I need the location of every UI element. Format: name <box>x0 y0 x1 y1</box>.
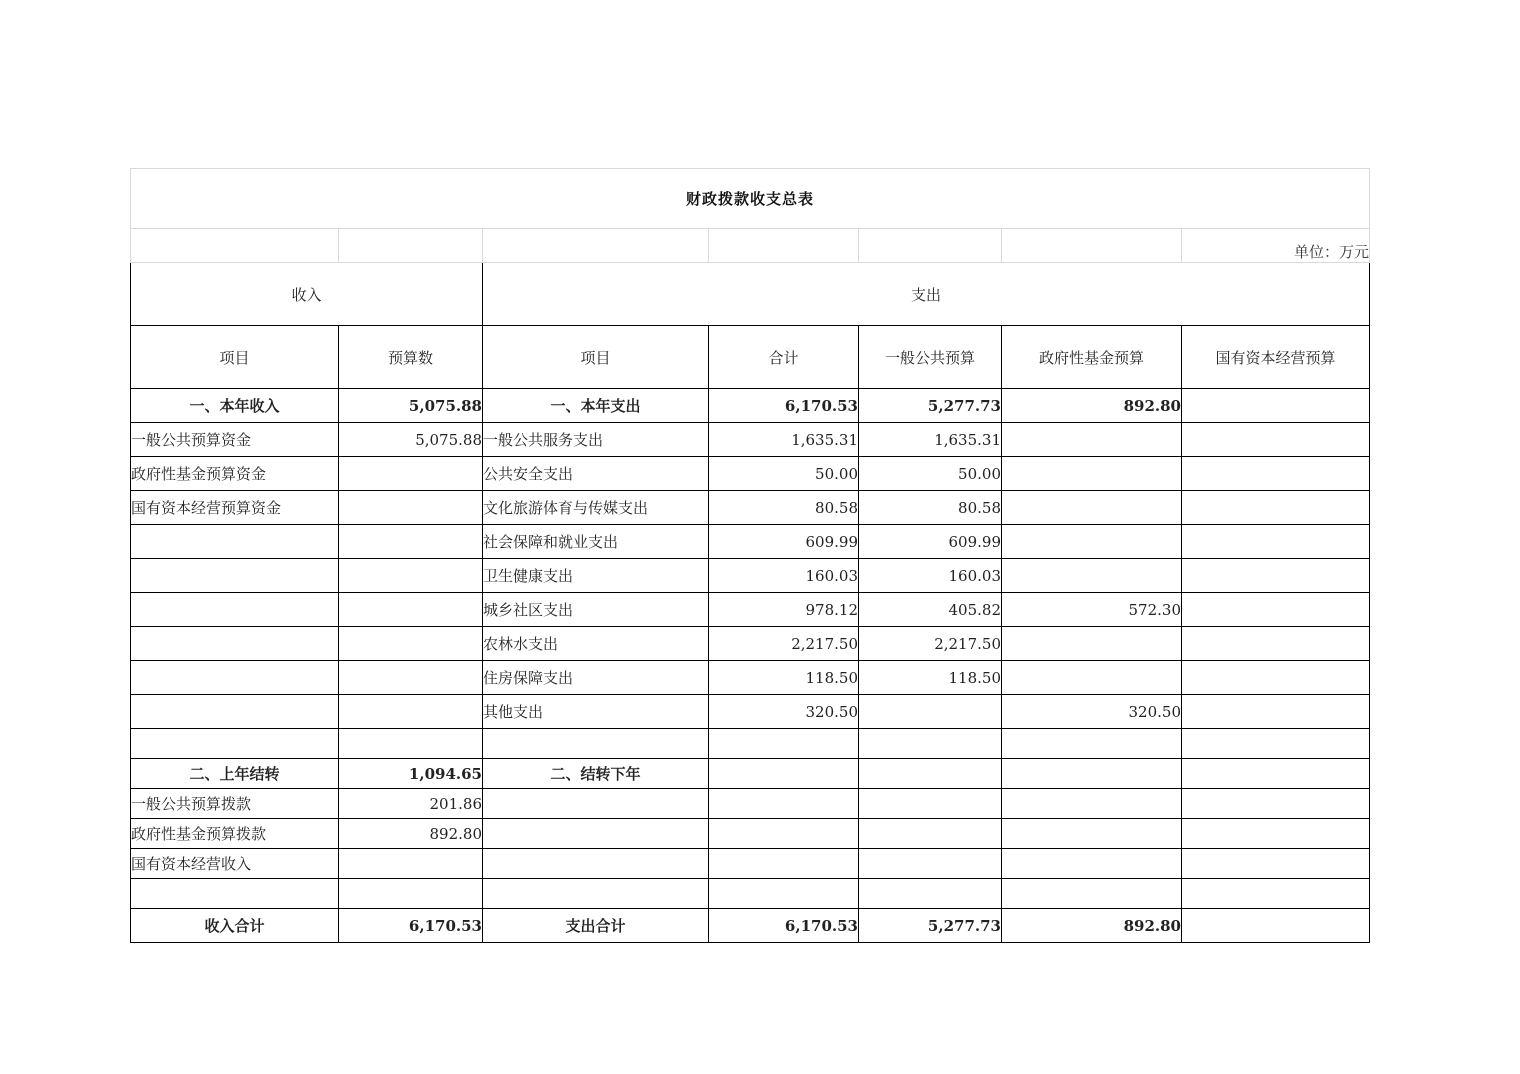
general-budget-cell: 609.99 <box>859 525 1002 559</box>
table-row <box>131 909 1370 943</box>
general-budget-cell: 5,277.73 <box>859 909 1002 943</box>
general-budget-cell <box>859 819 1002 849</box>
exp-item-cell: 一般公共服务支出 <box>483 423 709 457</box>
exp-item-cell: 二、结转下年 <box>483 759 709 789</box>
total-cell: 320.50 <box>709 695 859 729</box>
general-budget-cell: 5,277.73 <box>859 389 1002 423</box>
exp-item-cell: 城乡社区支出 <box>483 593 709 627</box>
unit-label: 单位：万元 <box>1182 229 1370 263</box>
state-capital-budget-cell <box>1182 661 1370 695</box>
table-row <box>131 729 1370 759</box>
state-capital-budget-cell <box>1182 457 1370 491</box>
income-item-cell <box>131 661 339 695</box>
income-budget-cell <box>339 849 483 879</box>
state-capital-budget-cell <box>1182 729 1370 759</box>
total-cell <box>709 819 859 849</box>
table-row <box>131 789 1370 819</box>
fund-budget-cell: 892.80 <box>1002 389 1182 423</box>
table-row <box>131 819 1370 849</box>
table-body <box>131 389 1370 943</box>
income-budget-cell: 5,075.88 <box>339 423 483 457</box>
income-item-cell: 国有资本经营预算资金 <box>131 491 339 525</box>
total-cell: 609.99 <box>709 525 859 559</box>
state-capital-budget-cell <box>1182 909 1370 943</box>
exp-item-cell: 农林水支出 <box>483 627 709 661</box>
fund-budget-cell <box>1002 525 1182 559</box>
table-row <box>131 627 1370 661</box>
state-capital-budget-cell <box>1182 879 1370 909</box>
general-budget-cell: 160.03 <box>859 559 1002 593</box>
col-header-total: 合计 <box>709 326 859 389</box>
state-capital-budget-cell <box>1182 593 1370 627</box>
income-item-cell: 二、上年结转 <box>131 759 339 789</box>
fund-budget-cell <box>1002 559 1182 593</box>
fund-budget-cell <box>1002 759 1182 789</box>
income-item-cell <box>131 559 339 593</box>
fund-budget-cell: 320.50 <box>1002 695 1182 729</box>
col-header-general-budget: 一般公共预算 <box>859 326 1002 389</box>
total-cell: 118.50 <box>709 661 859 695</box>
total-cell: 2,217.50 <box>709 627 859 661</box>
fund-budget-cell <box>1002 627 1182 661</box>
total-cell: 160.03 <box>709 559 859 593</box>
general-budget-cell <box>859 695 1002 729</box>
income-budget-cell <box>339 491 483 525</box>
general-budget-cell: 405.82 <box>859 593 1002 627</box>
total-cell <box>709 879 859 909</box>
col-header-income-budget: 预算数 <box>339 326 483 389</box>
total-cell: 6,170.53 <box>709 909 859 943</box>
general-budget-cell <box>859 729 1002 759</box>
table-row <box>131 661 1370 695</box>
total-cell <box>709 759 859 789</box>
general-budget-cell: 80.58 <box>859 491 1002 525</box>
general-budget-cell <box>859 849 1002 879</box>
general-budget-cell: 118.50 <box>859 661 1002 695</box>
table-row <box>131 423 1370 457</box>
income-budget-cell <box>339 729 483 759</box>
income-item-cell: 一般公共预算拨款 <box>131 789 339 819</box>
table-row <box>131 695 1370 729</box>
budget-summary-table <box>130 168 1370 943</box>
state-capital-budget-cell <box>1182 389 1370 423</box>
general-budget-cell: 1,635.31 <box>859 423 1002 457</box>
table-row <box>131 593 1370 627</box>
table-row <box>131 879 1370 909</box>
income-item-cell <box>131 879 339 909</box>
exp-item-cell: 社会保障和就业支出 <box>483 525 709 559</box>
expenditure-group-header: 支出 <box>483 263 1370 326</box>
table-row <box>131 457 1370 491</box>
col-header-state-capital-budget: 国有资本经营预算 <box>1182 326 1370 389</box>
income-budget-cell <box>339 627 483 661</box>
table-row <box>131 525 1370 559</box>
income-budget-cell: 892.80 <box>339 819 483 849</box>
income-budget-cell <box>339 457 483 491</box>
state-capital-budget-cell <box>1182 759 1370 789</box>
fund-budget-cell <box>1002 661 1182 695</box>
income-budget-cell: 1,094.65 <box>339 759 483 789</box>
fund-budget-cell <box>1002 457 1182 491</box>
general-budget-cell <box>859 759 1002 789</box>
income-item-cell <box>131 695 339 729</box>
exp-item-cell: 其他支出 <box>483 695 709 729</box>
fund-budget-cell <box>1002 491 1182 525</box>
income-item-cell <box>131 627 339 661</box>
income-item-cell: 一、本年收入 <box>131 389 339 423</box>
sheet-title: 财政拨款收支总表 <box>131 169 1370 229</box>
exp-item-cell <box>483 879 709 909</box>
state-capital-budget-cell <box>1182 525 1370 559</box>
col-header-fund-budget: 政府性基金预算 <box>1002 326 1182 389</box>
general-budget-cell: 2,217.50 <box>859 627 1002 661</box>
state-capital-budget-cell <box>1182 423 1370 457</box>
state-capital-budget-cell <box>1182 849 1370 879</box>
income-item-cell <box>131 593 339 627</box>
table-row <box>131 849 1370 879</box>
total-cell: 80.58 <box>709 491 859 525</box>
fund-budget-cell <box>1002 819 1182 849</box>
exp-item-cell <box>483 849 709 879</box>
exp-item-cell <box>483 729 709 759</box>
fund-budget-cell: 892.80 <box>1002 909 1182 943</box>
exp-item-cell: 卫生健康支出 <box>483 559 709 593</box>
fund-budget-cell <box>1002 423 1182 457</box>
fund-budget-cell <box>1002 879 1182 909</box>
total-cell: 50.00 <box>709 457 859 491</box>
exp-item-cell: 住房保障支出 <box>483 661 709 695</box>
state-capital-budget-cell <box>1182 627 1370 661</box>
state-capital-budget-cell <box>1182 789 1370 819</box>
general-budget-cell <box>859 789 1002 819</box>
exp-item-cell <box>483 819 709 849</box>
fund-budget-cell <box>1002 789 1182 819</box>
total-cell: 978.12 <box>709 593 859 627</box>
income-budget-cell: 6,170.53 <box>339 909 483 943</box>
general-budget-cell <box>859 879 1002 909</box>
income-item-cell: 收入合计 <box>131 909 339 943</box>
total-cell: 1,635.31 <box>709 423 859 457</box>
fund-budget-cell <box>1002 849 1182 879</box>
state-capital-budget-cell <box>1182 559 1370 593</box>
exp-item-cell: 支出合计 <box>483 909 709 943</box>
income-budget-cell <box>339 695 483 729</box>
exp-item-cell: 一、本年支出 <box>483 389 709 423</box>
table-row <box>131 389 1370 423</box>
state-capital-budget-cell <box>1182 695 1370 729</box>
fund-budget-cell <box>1002 729 1182 759</box>
exp-item-cell: 公共安全支出 <box>483 457 709 491</box>
income-item-cell: 政府性基金预算拨款 <box>131 819 339 849</box>
table-row <box>131 559 1370 593</box>
total-cell <box>709 789 859 819</box>
exp-item-cell <box>483 789 709 819</box>
income-item-cell <box>131 525 339 559</box>
income-item-cell: 一般公共预算资金 <box>131 423 339 457</box>
total-cell: 6,170.53 <box>709 389 859 423</box>
state-capital-budget-cell <box>1182 819 1370 849</box>
income-budget-cell <box>339 559 483 593</box>
income-budget-cell <box>339 661 483 695</box>
total-cell <box>709 729 859 759</box>
fund-budget-cell: 572.30 <box>1002 593 1182 627</box>
income-budget-cell <box>339 593 483 627</box>
table-row <box>131 491 1370 525</box>
table-row <box>131 759 1370 789</box>
total-cell <box>709 849 859 879</box>
income-budget-cell: 201.86 <box>339 789 483 819</box>
general-budget-cell: 50.00 <box>859 457 1002 491</box>
income-item-cell: 政府性基金预算资金 <box>131 457 339 491</box>
income-group-header: 收入 <box>131 263 483 326</box>
col-header-income-item: 项目 <box>131 326 339 389</box>
income-item-cell: 国有资本经营收入 <box>131 849 339 879</box>
income-budget-cell: 5,075.88 <box>339 389 483 423</box>
exp-item-cell: 文化旅游体育与传媒支出 <box>483 491 709 525</box>
income-item-cell <box>131 729 339 759</box>
income-budget-cell <box>339 879 483 909</box>
income-budget-cell <box>339 525 483 559</box>
col-header-exp-item: 项目 <box>483 326 709 389</box>
state-capital-budget-cell <box>1182 491 1370 525</box>
